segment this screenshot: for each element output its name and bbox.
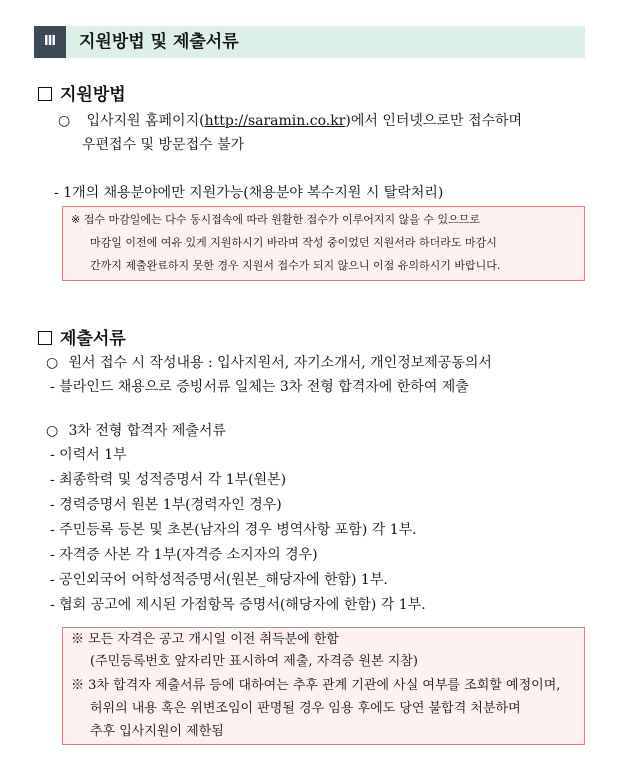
- notice-line: 추후 입사지원이 제한됨: [90, 724, 224, 739]
- doc-item: - 경력증명서 원본 1부(경력자인 경우): [50, 497, 282, 513]
- subsection-heading-apply: [38, 80, 126, 105]
- circle-bullet-icon: ○: [58, 113, 71, 129]
- notice-line: ※ 접수 마감일에는 다수 동시접속에 따라 원활한 접수가 이루어지지 않을 수 있으므로: [71, 213, 480, 226]
- circle-bullet-icon: ○: [46, 423, 59, 439]
- notice-line: 간까지 제출완료하지 못한 경우 지원서 접수가 되지 않으니 이점 유의하시기 바랍니다.: [90, 259, 501, 272]
- homepage-link[interactable]: http://saramin.co.kr: [204, 113, 346, 129]
- bullet-apply-method: [58, 112, 522, 130]
- doc-item: - 공인외국어 어학성적증명서(원본_해당자에 한함) 1부.: [50, 572, 388, 588]
- dash-single-field: - 1개의 채용분야에만 지원가능(채용분야 복수지원 시 탈락처리): [54, 185, 444, 201]
- doc-item: - 자격증 사본 각 1부(자격증 소지자의 경우): [50, 547, 318, 563]
- doc-item: - 이력서 1부: [50, 447, 127, 463]
- bullet-text-pre: 입사지원 홈페이지(: [86, 113, 205, 129]
- bullet-third-stage-docs: [46, 422, 226, 440]
- circle-bullet-icon: ○: [46, 355, 59, 371]
- notice-line: (주민등록번호 앞자리만 표시하여 제출, 자격증 원본 지참): [90, 654, 418, 669]
- section-number: Ⅲ: [34, 26, 66, 58]
- checkbox-square-icon: [38, 87, 52, 101]
- dash-blind-hiring: - 블라인드 채용으로 증빙서류 일체는 3차 전형 합격자에 한하여 제출: [50, 379, 469, 395]
- subsection-title: 지원방법: [60, 85, 126, 105]
- notice-line: 허위의 내용 혹은 위변조임이 판명될 경우 임용 후에도 당연 불합격 처분하며: [90, 701, 521, 716]
- bullet-write-content: [46, 354, 492, 372]
- bullet-text-post: )에서 인터넷으로만 접수하며: [345, 113, 523, 129]
- section-header: [34, 26, 585, 58]
- subsection-heading-documents: [38, 324, 126, 349]
- bullet-text: 원서 접수 시 작성내용 : 입사지원서, 자기소개서, 개인정보제공동의서: [68, 355, 492, 371]
- notice-line: 마감일 이전에 여유 있게 지원하시기 바라며 작성 중이었던 지원서라 하더라도 마감시: [90, 236, 497, 249]
- checkbox-square-icon: [38, 331, 52, 345]
- section-title: 지원방법 및 제출서류: [79, 32, 239, 52]
- notice-line: ※ 모든 자격은 공고 개시일 이전 취득분에 한함: [71, 632, 339, 647]
- doc-item: - 주민등록 등본 및 초본(남자의 경우 병역사항 포함) 각 1부.: [50, 522, 417, 538]
- doc-item: - 협회 공고에 제시된 가점항목 증명서(해당자에 한함) 각 1부.: [50, 597, 426, 613]
- notice-box-qualifications: [62, 627, 585, 745]
- notice-box-deadline: [62, 206, 585, 281]
- subsection-title: 제출서류: [60, 329, 126, 349]
- notice-line: ※ 3차 합격자 제출서류 등에 대하여는 추후 관계 기관에 사실 여부를 조회할 예정이며,: [71, 678, 561, 693]
- doc-item: - 최종학력 및 성적증명서 각 1부(원본): [50, 472, 287, 488]
- bullet-apply-method-cont: 우편접수 및 방문접수 불가: [82, 137, 245, 153]
- bullet-text: 3차 전형 합격자 제출서류: [68, 423, 226, 439]
